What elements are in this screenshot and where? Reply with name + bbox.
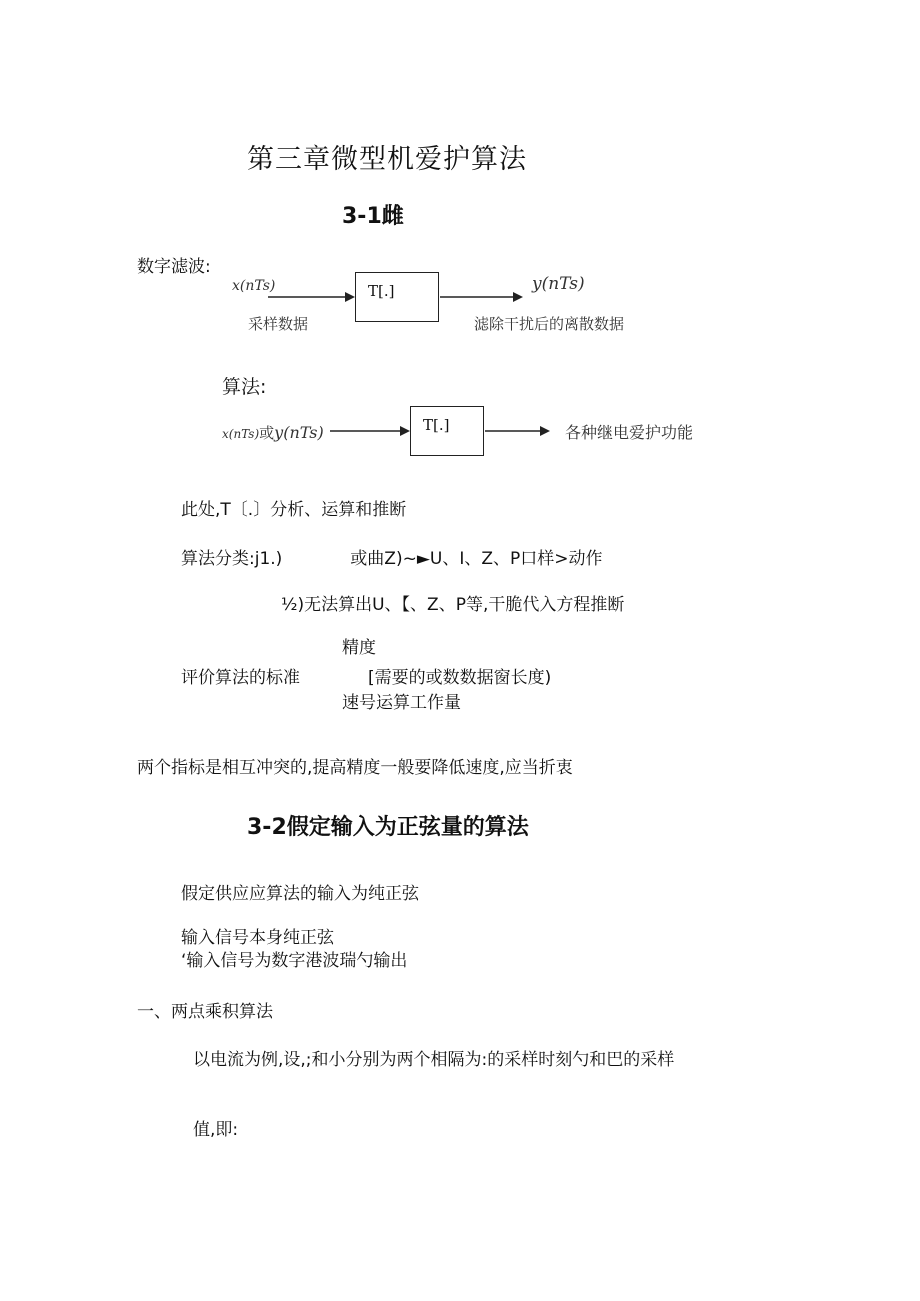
method-heading: 一、两点乘积算法 <box>137 1002 273 1022</box>
criterion-data-window: [需要的或数数据窗长度) <box>368 668 552 688</box>
algorithm-input-x: x(nTs) <box>222 427 260 441</box>
criterion-precision: 精度 <box>342 638 376 658</box>
filter-input-caption: 采样数据 <box>248 315 309 333</box>
algorithm-input-or: 或 <box>259 424 275 442</box>
sine-assumption: 假定供应应算法的输入为纯正弦 <box>181 884 419 904</box>
section-heading-3-2: 3-2假定输入为正弦量的算法 <box>247 815 529 840</box>
classification-line-2: ½)无法算出U、【、Z、P等,干脆代入方程推断 <box>281 595 625 615</box>
input-case-2: ‘输入信号为数字港波瑞勺输出 <box>181 951 408 971</box>
method-paragraph-2: 值,即: <box>193 1120 239 1140</box>
filter-output-caption: 滤除干扰后的离散数据 <box>474 315 625 333</box>
input-case-1: 输入信号本身纯正弦 <box>181 928 334 948</box>
transform-note: 此处,T〔.〕分析、运算和推断 <box>181 500 407 520</box>
filter-block-label: T[.] <box>368 282 395 300</box>
algorithm-label: 算法: <box>222 376 267 398</box>
algorithm-block-label: T[.] <box>423 416 450 434</box>
filter-output-symbol: y(nTs) <box>532 274 585 294</box>
section-heading-3-1: 3-1雌 <box>342 204 404 229</box>
page-title: 第三章微型机爱护算法 <box>247 144 527 175</box>
filter-input-symbol: x(nTs) <box>232 278 276 294</box>
method-paragraph-1: 以电流为例,设,;和小分别为两个相隔为:的采样时刻勺和巴的采样 <box>193 1050 675 1070</box>
algorithm-input-y: y(nTs) <box>274 423 324 442</box>
digital-filter-label: 数字滤波: <box>137 257 211 277</box>
evaluation-label: 评价算法的标准 <box>181 668 300 688</box>
algorithm-output-label: 各种继电爱护功能 <box>565 423 694 442</box>
tradeoff-statement: 两个指标是相互冲突的,提高精度一般要降低速度,应当折衷 <box>137 758 573 778</box>
classification-line-1: 算法分类:j1.) 或曲Z)~►U、I、Z、P口样>动作 <box>181 549 603 569</box>
criterion-speed: 速号运算工作量 <box>342 693 461 713</box>
